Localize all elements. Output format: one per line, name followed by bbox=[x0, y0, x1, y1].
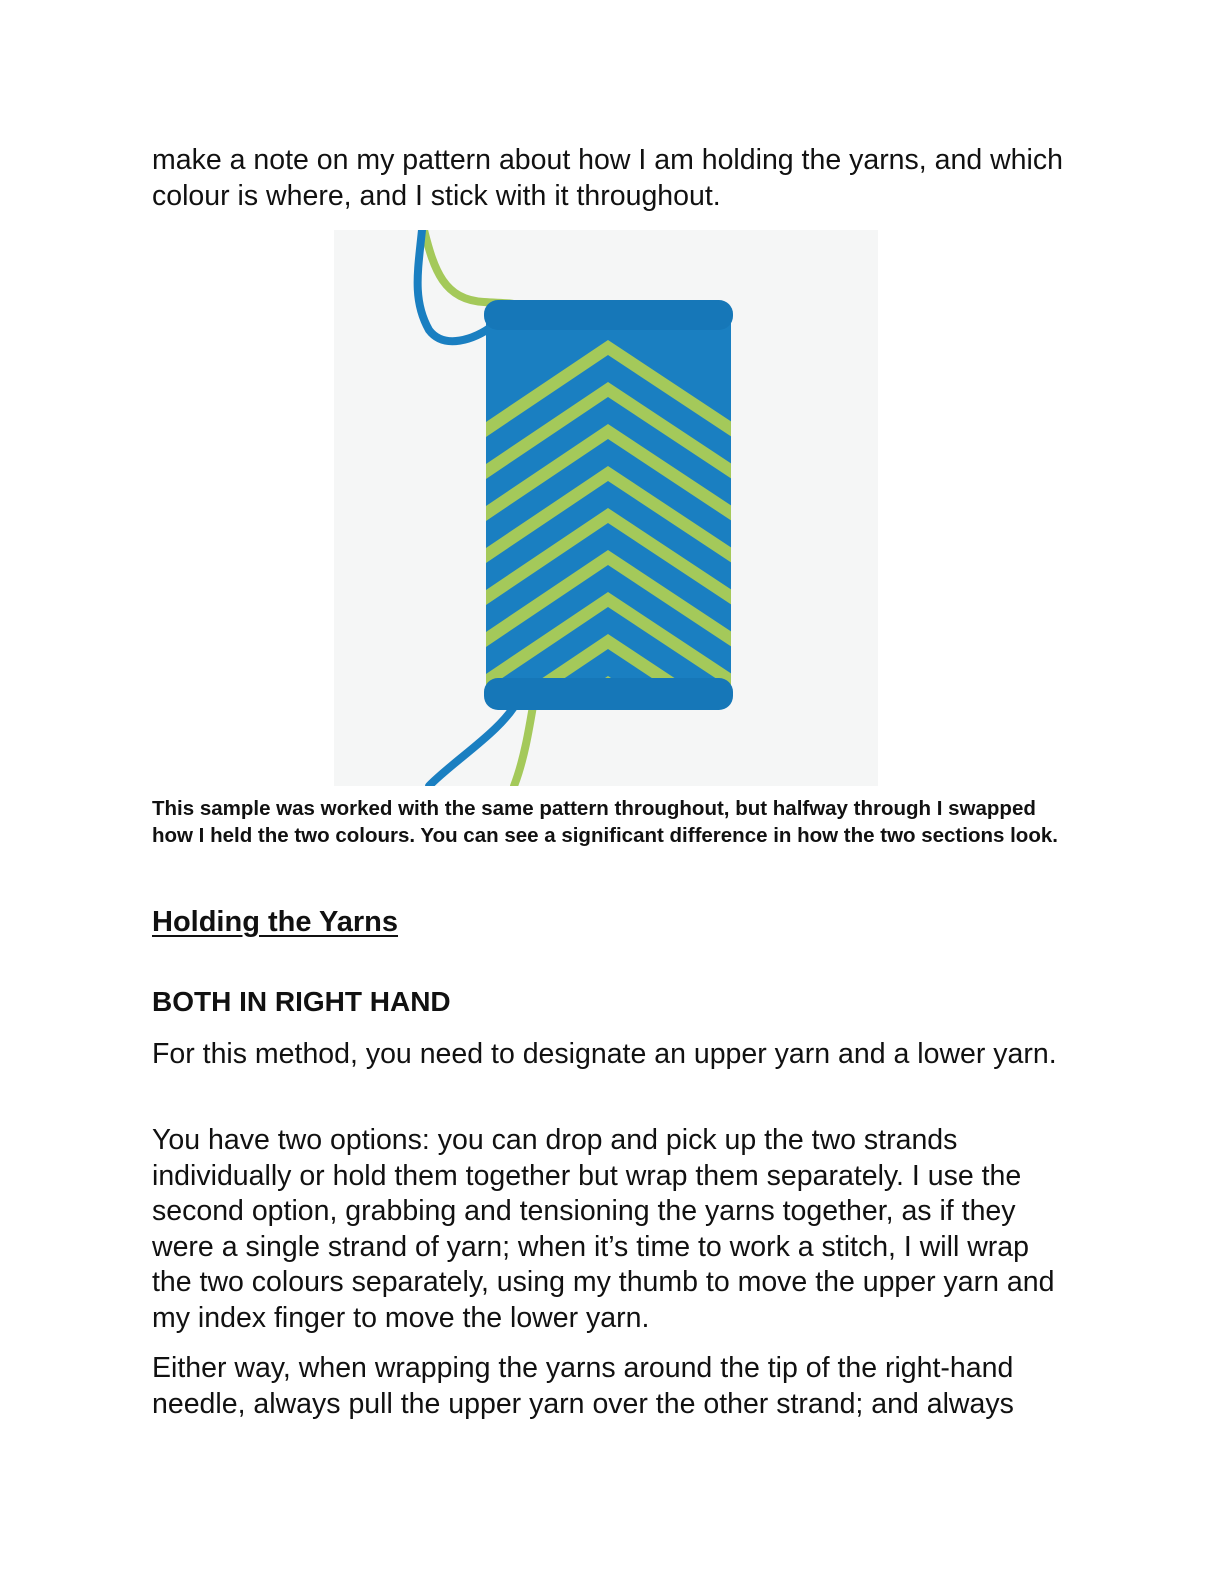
paragraph-two-options: You have two options: you can drop and pick up the two strands individually or hold them together but wrap them separately. I use the second option, grabbing and tensioning the yarns together, as if they were a single strand of yarn; when it’s time to work a stitch, I will wrap the two colours separately, using my thumb to move the upper yarn and my index finger to move the lower yarn. bbox=[152, 1124, 1055, 1334]
green-yarn-tail-bottom bbox=[514, 700, 534, 786]
knitting-swatch-illustration bbox=[334, 230, 878, 786]
knitting-swatch-photo bbox=[334, 230, 878, 786]
paragraph-designate-yarns: For this method, you need to designate an upper yarn and a lower yarn. bbox=[152, 1038, 1057, 1070]
blue-yarn-tail-bottom bbox=[429, 698, 519, 786]
swatch-bottom-edge bbox=[484, 678, 733, 710]
intro-paragraph: make a note on my pattern about how I am holding the yarns, and which colour is where, and I stick with it throughout. bbox=[152, 144, 1063, 212]
paragraph-wrapping-yarns: Either way, when wrapping the yarns around the tip of the right-hand needle, always pull the upper yarn over the other strand; and always bbox=[152, 1352, 1014, 1420]
sub-heading: BOTH IN RIGHT HAND bbox=[152, 986, 451, 1017]
swatch-top-edge bbox=[484, 300, 733, 330]
section-heading: Holding the Yarns bbox=[152, 906, 399, 938]
figure-caption: This sample was worked with the same pattern throughout, but halfway through I swapped how I held the two colours. You can see a significant difference in how the two sections look. bbox=[152, 797, 1058, 847]
